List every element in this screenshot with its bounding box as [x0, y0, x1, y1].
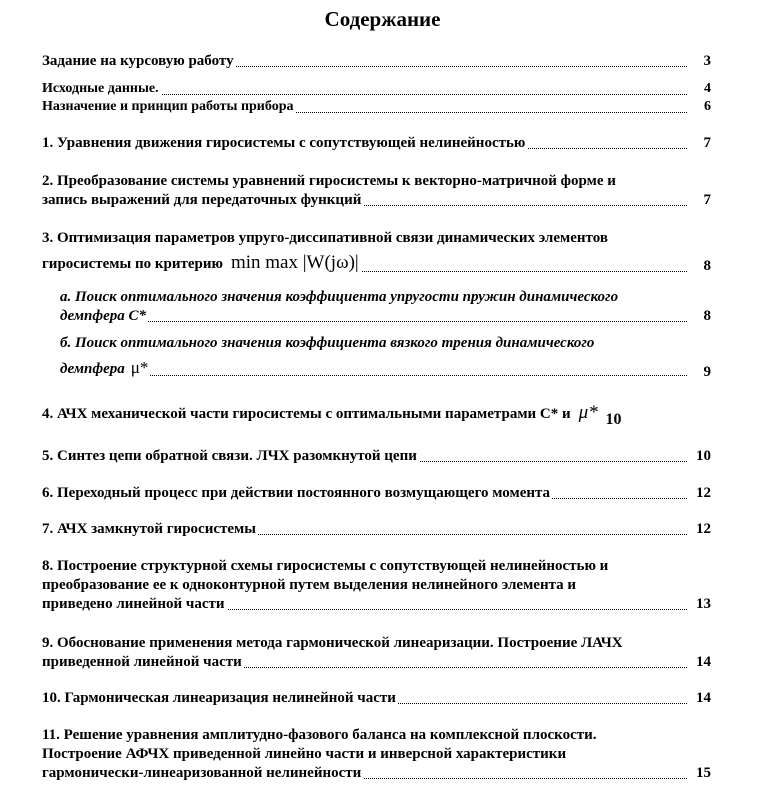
- toc-entry-text: 10. Гармоническая линеаризация нелинейной части: [42, 690, 396, 706]
- toc-entry-text-with-symbol: [60, 358, 150, 377]
- toc-page-number: 7: [703, 192, 711, 208]
- toc-page-number: 4: [702, 79, 711, 99]
- toc-entry-11-line2[interactable]: [42, 744, 711, 764]
- toc-entry-text: преобразование ее к одноконтурной путем выделения нелинейного элемента и: [42, 577, 577, 593]
- dot-leader: [60, 375, 687, 376]
- toc-page-number: 8: [703, 258, 711, 274]
- toc-entry-text: 1. Уравнения движения гиросистемы с сопутствующей нелинейностью: [42, 135, 526, 151]
- toc-entry-3-line1[interactable]: [42, 228, 711, 248]
- toc-entry-5[interactable]: [42, 446, 711, 466]
- toc-entry-text: гиросистемы по критерию: [42, 256, 223, 272]
- toc-page-number: 12: [696, 485, 711, 501]
- mu-symbol: μ*: [130, 358, 149, 377]
- toc-page-number: 14: [696, 654, 711, 670]
- toc-entry-text: 3. Оптимизация параметров упруго-диссипативной связи динамических элементов: [42, 230, 608, 246]
- toc-entry-text: 2. Преобразование системы уравнений гиросистемы к векторно-матричной форме и: [42, 173, 616, 189]
- toc-page-number: 15: [696, 765, 711, 781]
- toc-entry-6[interactable]: [42, 483, 711, 503]
- toc-entry-4[interactable]: [42, 400, 711, 426]
- mu-symbol: μ*: [578, 402, 598, 423]
- toc-entry-text: приведенной линейной части: [42, 654, 242, 670]
- criterion-formula: min max |W(jω)|: [230, 252, 359, 273]
- toc-entry-text: 11. Решение уравнения амплитудно-фазового баланса на комплексной плоскости.: [42, 727, 597, 743]
- toc-entry-3a-line1[interactable]: [60, 287, 711, 307]
- toc-page-number: 7: [703, 135, 711, 151]
- toc-entry-11-line3[interactable]: [42, 763, 711, 783]
- toc-page-number: 10: [696, 448, 711, 464]
- toc-entry-text: 9. Обоснование применения метода гармонической линеаризации. Построение ЛАЧХ: [42, 635, 623, 651]
- toc-entry-7[interactable]: [42, 519, 711, 539]
- toc-entry-8-line2[interactable]: [42, 575, 711, 595]
- toc-entry-text: 5. Синтез цепи обратной связи. ЛЧХ разомкнутой цепи: [42, 448, 417, 464]
- toc-entry-text: Назначение и принцип работы прибора: [42, 99, 294, 114]
- toc-page-number: 14: [696, 690, 711, 706]
- toc-entry-1[interactable]: [42, 133, 711, 153]
- toc-entry-text: Построение АФЧХ приведенной линейно части и инверсной характеристики: [42, 746, 567, 762]
- toc-entry-text: Задание на курсовую работу: [42, 53, 234, 69]
- toc-entry-text: демпфера С*: [60, 308, 146, 324]
- toc-entry-purpose[interactable]: [42, 97, 711, 117]
- toc-entry-text: 6. Переходный процесс при действии постоянного возмущающего момента: [42, 485, 551, 501]
- toc-entry-initial-data[interactable]: [42, 79, 711, 99]
- toc-entry-10[interactable]: [42, 688, 711, 708]
- toc-page-number: 3: [703, 53, 711, 69]
- toc-entry-text: а. Поиск оптимального значения коэффициента упругости пружин динамического: [60, 289, 619, 305]
- toc-page-number: 6: [702, 97, 711, 117]
- toc-entry-text: б. Поиск оптимального значения коэффициента вязкого трения динамического: [60, 335, 595, 351]
- toc-entry-assignment[interactable]: [42, 51, 711, 71]
- toc-entry-text: Исходные данные.: [42, 81, 159, 96]
- toc-entry-3b-line1[interactable]: [60, 333, 711, 353]
- toc-entry-9-line2[interactable]: [42, 652, 711, 672]
- toc-entry-text: приведено линейной части: [42, 596, 225, 612]
- toc-entry-text-with-symbol: [42, 402, 600, 423]
- toc-page-number: 13: [696, 596, 711, 612]
- toc-entry-8-line3[interactable]: [42, 594, 711, 614]
- toc-page-number: 12: [696, 521, 711, 537]
- toc-entry-3a-line2[interactable]: [60, 306, 711, 326]
- toc-entry-text-with-formula: [42, 252, 361, 273]
- toc-entry-text: демпфера: [60, 361, 125, 377]
- toc-entry-text: 8. Построение структурной схемы гиросистемы с сопутствующей нелинейностью и: [42, 558, 609, 574]
- toc-entry-3-line2[interactable]: [42, 250, 711, 276]
- page-title: Содержание: [324, 7, 441, 31]
- toc-entry-3b-line2[interactable]: [60, 356, 711, 380]
- toc-entry-9-line1[interactable]: [42, 633, 711, 653]
- toc-entry-2-line1[interactable]: [42, 171, 711, 191]
- toc-page-number: 9: [703, 364, 711, 380]
- toc-entry-8-line1[interactable]: [42, 556, 711, 576]
- toc-entry-text: 4. АЧХ механической части гиросистемы с оптимальными параметрами С* и: [42, 406, 571, 422]
- dot-leader: [60, 321, 687, 322]
- toc-entry-2-line2[interactable]: [42, 190, 711, 210]
- toc-page-number: 8: [703, 308, 711, 324]
- toc-entry-11-line1[interactable]: [42, 725, 711, 745]
- toc-entry-text: гармонически-линеаризованной нелинейности: [42, 765, 362, 781]
- toc-entry-text: 7. АЧХ замкнутой гиросистемы: [42, 521, 256, 537]
- toc-entry-text: запись выражений для передаточных функций: [42, 192, 362, 208]
- toc-page-number: 10: [605, 411, 622, 426]
